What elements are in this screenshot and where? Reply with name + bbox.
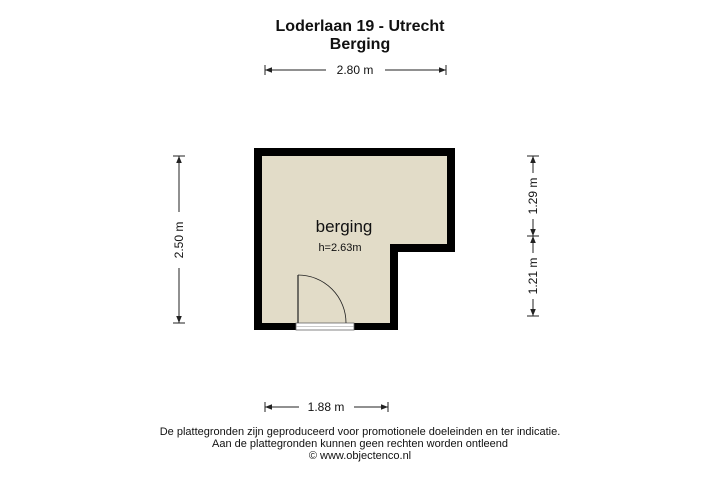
disclaimer-line-2: Aan de plattegronden kunnen geen rechten worden ontleend — [211, 438, 508, 450]
dimension-right — [526, 156, 540, 316]
room-floor — [262, 156, 447, 323]
room-height: h=2.63m — [318, 242, 362, 254]
dimension-right-upper-label: 1.29 m — [526, 177, 540, 215]
disclaimer-line-1: De plattegronden zijn geproduceerd voor promotionele doeleinden en ter indicatie. — [159, 426, 561, 438]
dimension-top — [265, 63, 446, 77]
room-name: berging — [315, 217, 373, 236]
dimension-bottom-label: 1.88 m — [307, 400, 345, 414]
address-title: Loderlaan 19 - Utrecht — [275, 18, 445, 35]
dimension-top-label: 2.80 m — [336, 63, 374, 77]
dimension-bottom — [265, 400, 388, 414]
dimension-left — [172, 156, 186, 323]
copyright-line: © www.objectenco.nl — [308, 450, 412, 462]
floor-title: Berging — [329, 36, 391, 53]
dimension-left-label: 2.50 m — [172, 221, 186, 259]
dimension-right-lower-label: 1.21 m — [526, 257, 540, 295]
